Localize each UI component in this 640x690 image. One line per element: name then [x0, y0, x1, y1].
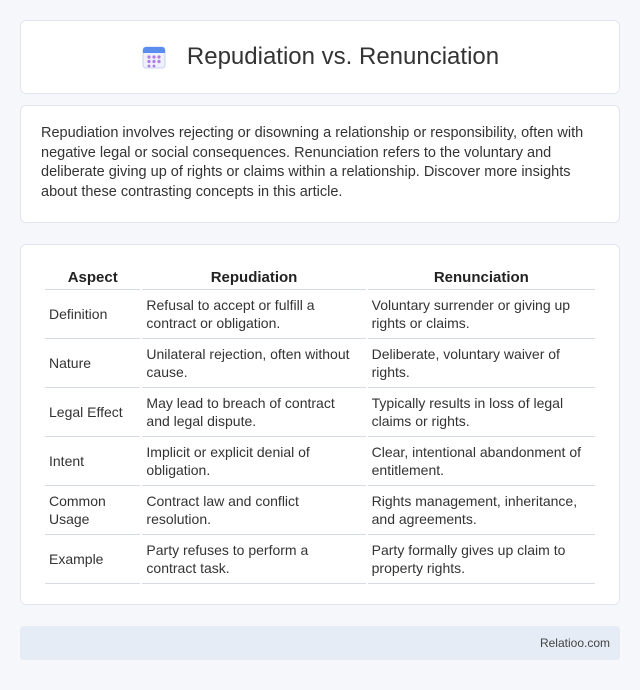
row-repudiation: Contract law and conflict resolution.: [142, 486, 365, 535]
title-card: [20, 20, 620, 94]
intro-card: [20, 105, 620, 223]
calendar-icon: [141, 44, 167, 70]
row-aspect: Example: [45, 535, 140, 584]
header-aspect: Aspect: [45, 265, 140, 290]
footer-brand-link[interactable]: Relatioo.com: [539, 636, 610, 650]
row-repudiation: Unilateral rejection, often without cause.: [142, 339, 365, 388]
row-aspect: Intent: [45, 437, 140, 486]
row-aspect: Nature: [45, 339, 140, 388]
row-renunciation: Typically results in loss of legal claims or rights.: [368, 388, 595, 437]
table-row: [45, 437, 595, 486]
row-repudiation: Refusal to accept or fulfill a contract or obligation.: [142, 290, 365, 339]
footer-bar: [20, 626, 620, 660]
row-renunciation: Clear, intentional abandonment of entitlement.: [368, 437, 595, 486]
table-row: [45, 339, 595, 388]
row-renunciation: Deliberate, voluntary waiver of rights.: [368, 339, 595, 388]
comparison-card: [20, 244, 620, 605]
row-renunciation: Rights management, inheritance, and agreements.: [368, 486, 595, 535]
table-header-row: [45, 265, 595, 290]
row-aspect: Definition: [45, 290, 140, 339]
page-title: Repudiation vs. Renunciation: [186, 43, 500, 70]
header-renunciation: Renunciation: [368, 265, 595, 290]
row-repudiation: Party refuses to perform a contract task.: [142, 535, 365, 584]
row-repudiation: Implicit or explicit denial of obligation.: [142, 437, 365, 486]
row-renunciation: Party formally gives up claim to property rights.: [368, 535, 595, 584]
row-aspect: Common Usage: [45, 486, 140, 535]
table-row: [45, 388, 595, 437]
comparison-table: [43, 265, 597, 584]
intro-paragraph: Repudiation involves rejecting or disowning a relationship or responsibility, often with negative legal or social consequences. Renunciation refers to the voluntary and deliberate giving up of rights or claims within a relationship. Discover more insights about these contrasting concepts in this article.: [41, 125, 584, 200]
header-repudiation: Repudiation: [142, 265, 365, 290]
row-aspect: Legal Effect: [45, 388, 140, 437]
table-row: [45, 290, 595, 339]
table-row: [45, 486, 595, 535]
row-renunciation: Voluntary surrender or giving up rights or claims.: [368, 290, 595, 339]
table-row: [45, 535, 595, 584]
row-repudiation: May lead to breach of contract and legal dispute.: [142, 388, 365, 437]
